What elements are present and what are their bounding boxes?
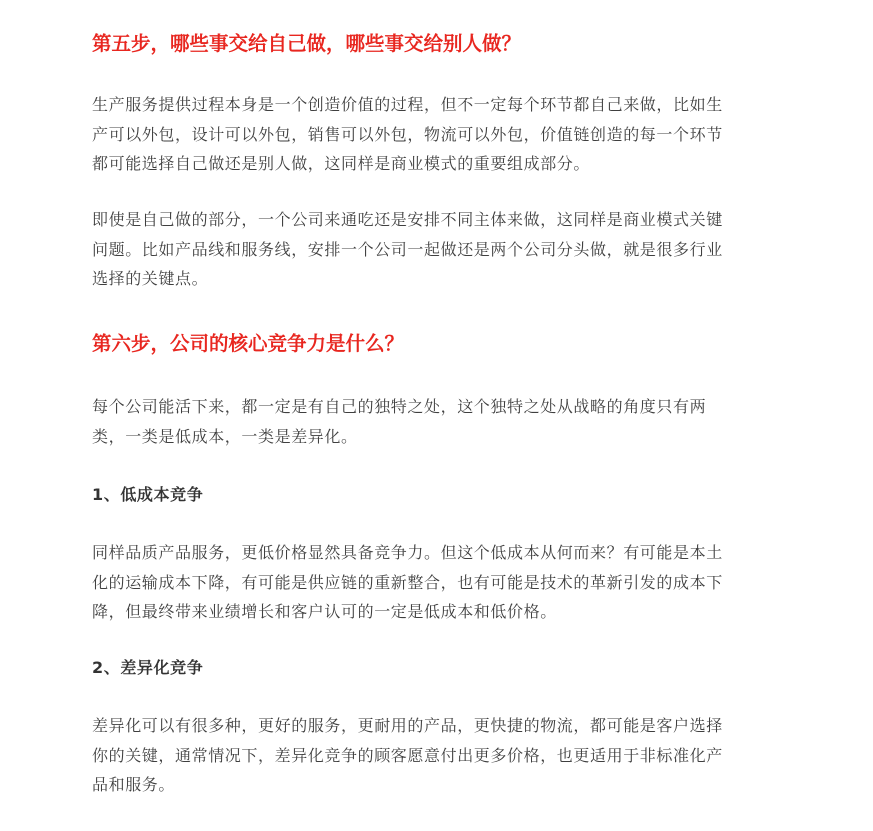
paragraph-line: 类，一类是低成本，一类是差异化。 (92, 426, 358, 446)
paragraph-line: 差异化可以有很多种，更好的服务，更耐用的产品，更快捷的物流，都可能是客户选择 (92, 716, 723, 735)
section-heading-step-6: 第六步，公司的核心竞争力是什么？ (92, 332, 405, 355)
paragraph-line: 即使是自己做的部分，一个公司来通吃还是安排不同主体来做，这同样是商业模式关键 (92, 210, 723, 229)
paragraph-self-made-parts (92, 205, 782, 294)
subheading-differentiation: 2、差异化竞争 (92, 658, 204, 677)
paragraph-line: 都可能选择自己做还是别人做，这同样是商业模式的重要组成部分。 (92, 154, 591, 173)
subheading-low-cost: 1、低成本竞争 (92, 485, 204, 504)
paragraph-line: 品和服务。 (92, 775, 176, 794)
paragraph-line: 降，但最终带来业绩增长和客户认可的一定是低成本和低价格。 (92, 602, 557, 621)
paragraph-uniqueness (92, 392, 782, 451)
paragraph-line: 生产服务提供过程本身是一个创造价值的过程，但不一定每个环节都自己来做，比如生 (92, 95, 723, 114)
paragraph-line: 每个公司能活下来，都一定是有自己的独特之处，这个独特之处从战略的角度只有两 (92, 397, 707, 416)
paragraph-line: 化的运输成本下降，有可能是供应链的重新整合，也有可能是技术的革新引发的成本下 (92, 572, 723, 592)
paragraph-line: 你的关键，通常情况下，差异化竞争的顾客愿意付出更多价格，也更适用于非标准化产 (92, 745, 723, 765)
paragraph-line: 产可以外包，设计可以外包，销售可以外包，物流可以外包，价值链创造的每一个环节 (92, 124, 723, 144)
paragraph-line: 同样品质产品服务，更低价格显然具备竞争力。但这个低成本从何而来？有可能是本土 (92, 543, 723, 562)
paragraph-outsourcing (92, 90, 782, 179)
paragraph-differentiation (92, 711, 782, 800)
paragraph-low-cost (92, 538, 782, 627)
paragraph-line: 问题。比如产品线和服务线，安排一个公司一起做还是两个公司分头做，就是很多行业 (92, 239, 723, 259)
section-heading-step-5: 第五步，哪些事交给自己做，哪些事交给别人做？ (92, 32, 522, 55)
paragraph-line: 选择的关键点。 (92, 269, 209, 288)
